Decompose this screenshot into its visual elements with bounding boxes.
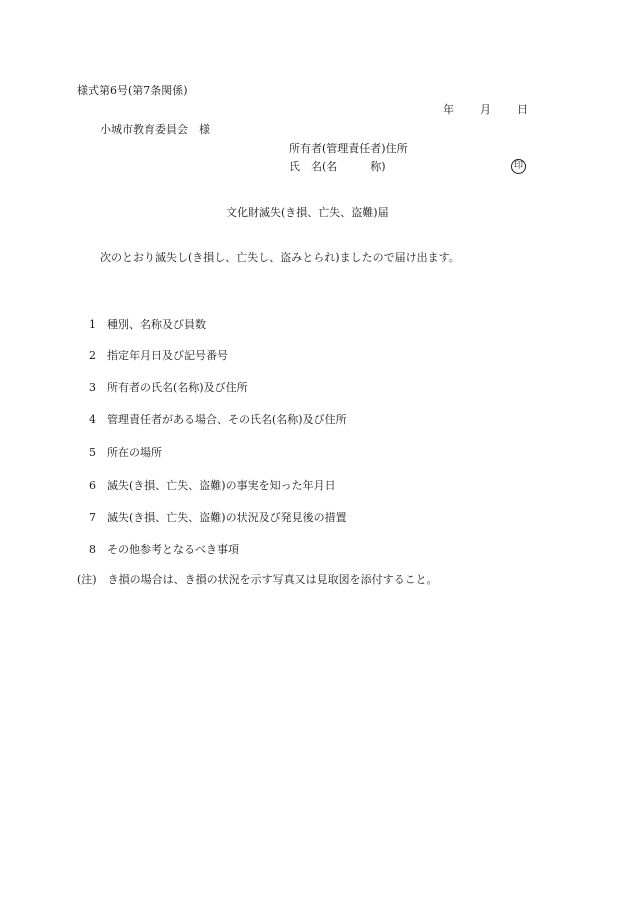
- item-number: 2: [89, 349, 96, 362]
- item-text: その他参考となるべき事項: [107, 543, 239, 556]
- list-item: [89, 446, 162, 460]
- date-month-label: 月: [480, 103, 491, 116]
- item-number: 3: [89, 381, 96, 394]
- seal-mark: 印: [511, 159, 526, 174]
- item-text: 所有者の氏名(名称)及び住所: [107, 381, 248, 394]
- item-number: 4: [89, 413, 96, 426]
- item-number: 5: [89, 446, 96, 459]
- item-text: 管理責任者がある場合、その氏名(名称)及び住所: [107, 413, 347, 426]
- list-item: [89, 543, 239, 557]
- item-text: 滅失(き損、亡失、盗難)の状況及び発見後の措置: [107, 511, 347, 524]
- item-text: 滅失(き損、亡失、盗難)の事実を知った年月日: [107, 479, 336, 492]
- item-number: 7: [89, 511, 96, 524]
- document-title: 文化財滅失(き損、亡失、盗難)届: [226, 206, 389, 219]
- addressee: 小城市教育委員会 様: [100, 123, 210, 136]
- list-item: [89, 479, 336, 493]
- list-item: [89, 349, 228, 363]
- item-text: 指定年月日及び記号番号: [107, 349, 228, 362]
- owner-name-label: 氏 名(名 称): [289, 160, 386, 173]
- form-number: 様式第6号(第7条関係): [77, 84, 188, 97]
- owner-address-label: 所有者(管理責任者)住所: [289, 142, 408, 155]
- date-year-label: 年: [443, 103, 454, 116]
- item-text: 所在の場所: [107, 446, 162, 459]
- item-number: 8: [89, 543, 96, 556]
- list-item: [89, 511, 347, 525]
- list-item: [89, 413, 347, 427]
- list-item: [89, 381, 248, 395]
- date-line: [443, 103, 528, 117]
- note-text: (注) き損の場合は、き損の状況を示す写真又は見取図を添付すること。: [77, 573, 438, 586]
- item-text: 種別、名称及び員数: [107, 318, 206, 331]
- item-number: 6: [89, 479, 96, 492]
- list-item: [89, 318, 206, 332]
- item-number: 1: [89, 318, 96, 331]
- date-day-label: 日: [517, 103, 528, 116]
- intro-text: 次のとおり滅失し(き損し、亡失し、盗みとられ)ましたので届け出ます。: [100, 251, 460, 264]
